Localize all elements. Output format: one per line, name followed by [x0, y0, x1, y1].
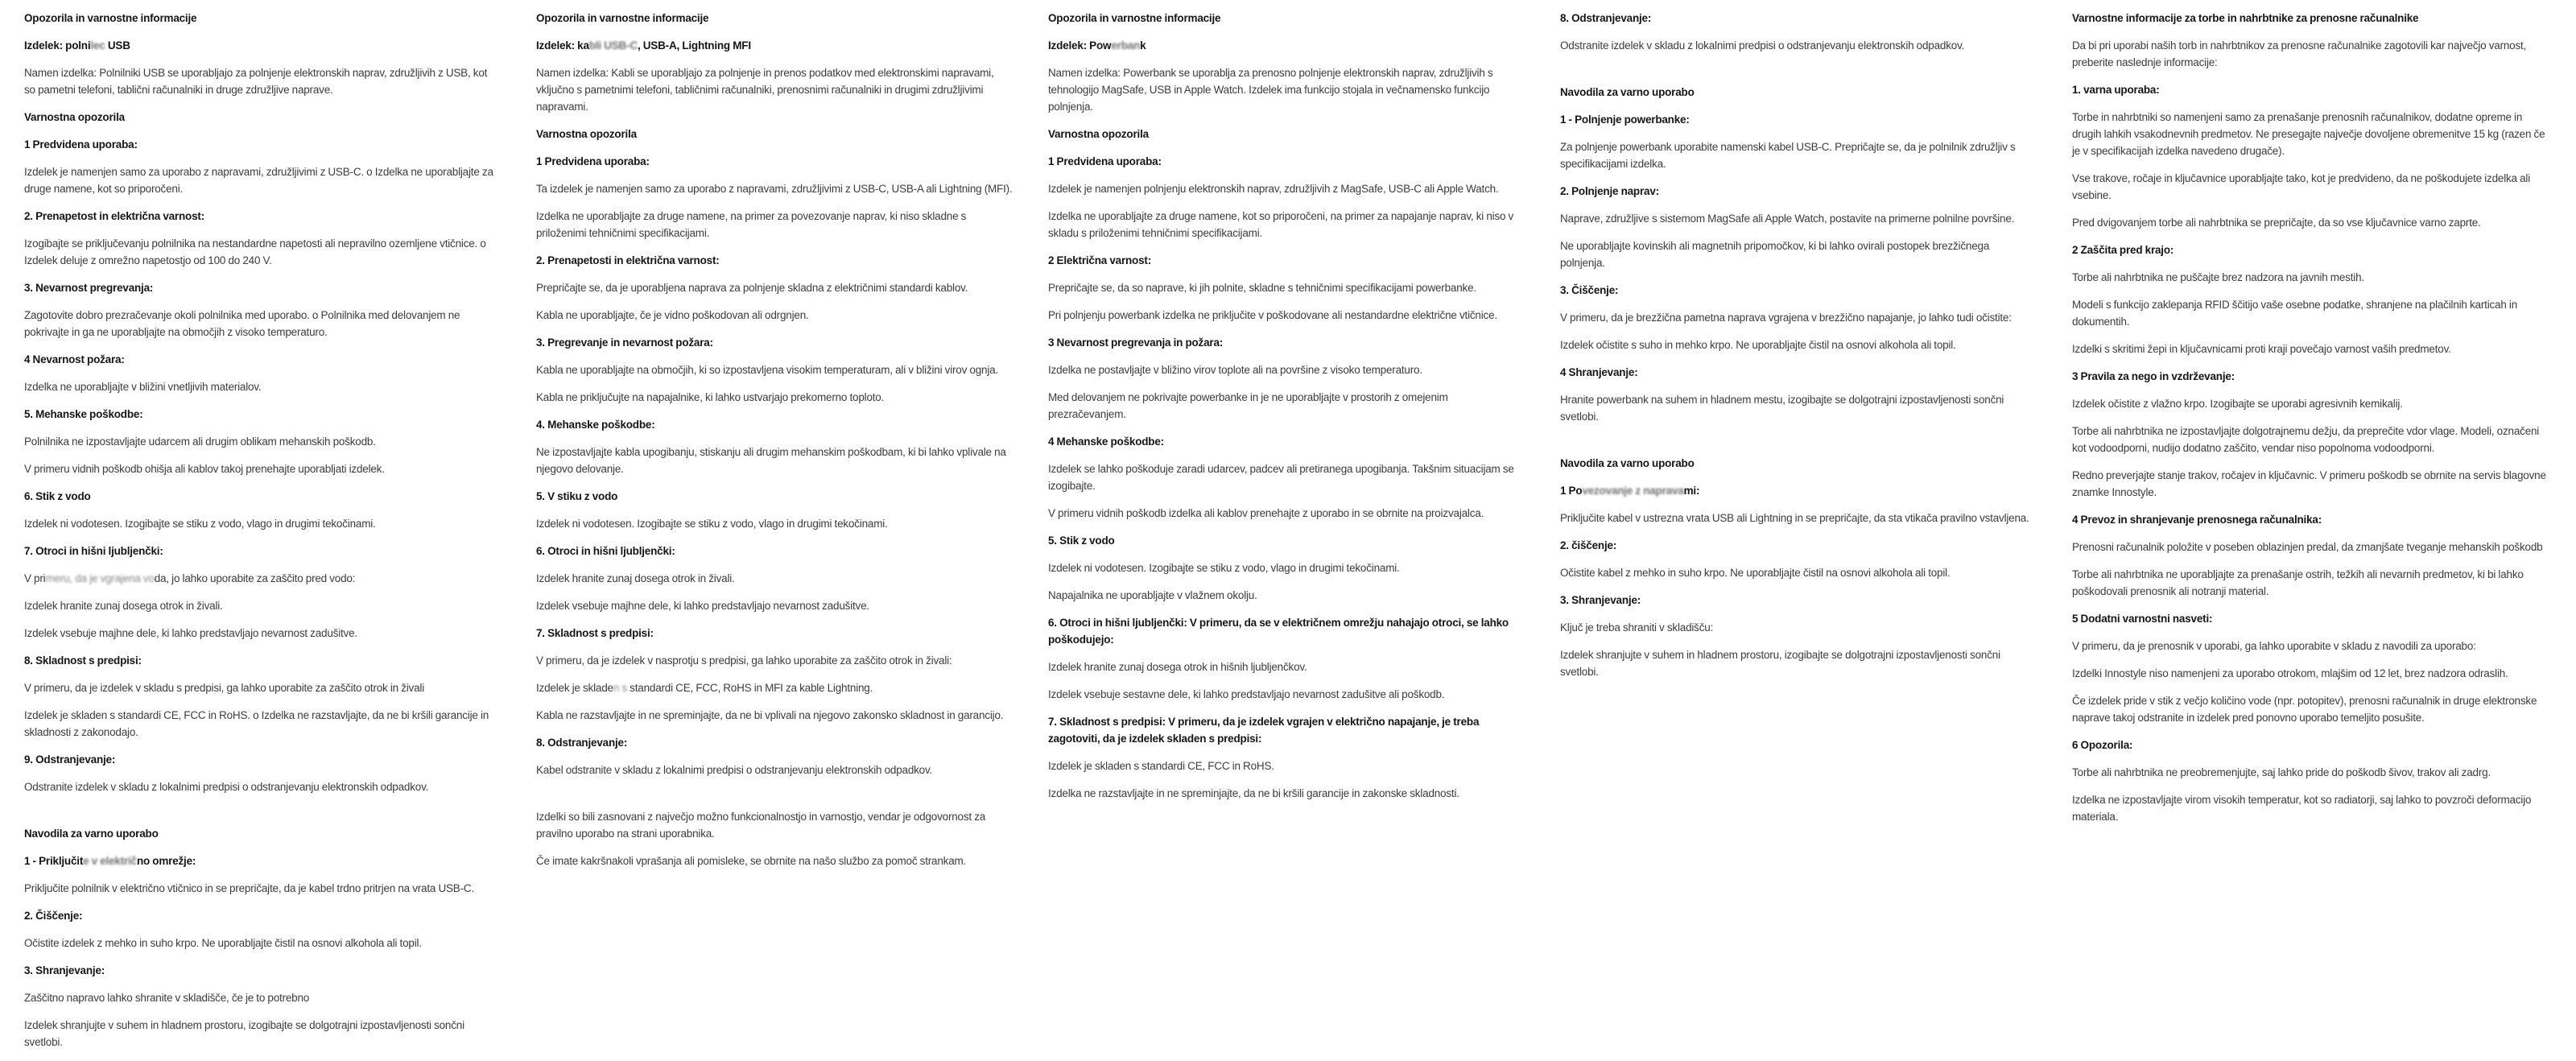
- paragraph: Izdelek je skladen s standardi CE, FCC in RoHS.: [1048, 760, 1274, 772]
- paragraph: Kabla ne razstavljajte in ne spreminjajte, da ne bi vplivali na njegovo zakonsko skladnost in garancijo.: [536, 709, 1004, 721]
- paragraph: Torbe in nahrbtniki so namenjeni samo za prenašanje prenosnih računalnikov, dodatne opreme in drugih lahkih vsakodnevnih predmetov. Ne presegajte največje dovoljene obremenitve 15 kg (razen če je v specifikacijah izdelka navedeno drugače).: [2072, 111, 2545, 157]
- section-heading: 4. Mehanske poškodbe:: [536, 419, 655, 431]
- text-fragment: 1 - Priključit: [24, 855, 84, 867]
- paragraph: Odstranite izdelek v skladu z lokalnimi predpisi o odstranjevanju elektronskih odpadkov.: [1560, 39, 1965, 52]
- text-fragment: no omrežje:: [136, 855, 196, 867]
- section-heading: 5. V stiku z vodo: [536, 490, 618, 502]
- section-heading: 7. Skladnost s predpisi:: [536, 627, 654, 639]
- text-fragment: Izdelek: Pow: [1048, 39, 1112, 52]
- section-heading: 9. Odstranjevanje:: [24, 753, 116, 766]
- section-heading: 6. Stik z vodo: [24, 490, 91, 502]
- paragraph: Da bi pri uporabi naših torb in nahrbtnikov za prenosne računalnike zagotovili kar največjo varnost, preberite naslednje informacije:: [2072, 39, 2527, 68]
- section-heading: 2 Zaščita pred krajo:: [2072, 244, 2174, 256]
- paragraph: Napajalnika ne uporabljajte v vlažnem okolju.: [1048, 589, 1257, 601]
- text-fragment: USB: [105, 39, 130, 52]
- section-heading: Navodila za varno uporabo: [1560, 86, 1695, 98]
- section-heading: 2. Prenapetost in električna varnost:: [24, 210, 204, 222]
- paragraph: Torbe ali nahrbtnika ne puščajte brez nadzora na javnih mestih.: [2072, 271, 2364, 283]
- paragraph: Naprave, združljive s sistemom MagSafe ali Apple Watch, postavite na primerne polnilne površine.: [1560, 213, 2015, 225]
- paragraph: Izdelka ne uporabljajte za druge namene, na primer za povezovanje naprav, ki niso skladne s priloženimi tehničnimi specifikacijami.: [536, 210, 967, 239]
- section-heading: 3 Nevarnost pregrevanja in požara:: [1048, 336, 1224, 349]
- section-heading: 1. varna uporaba:: [2072, 84, 2160, 96]
- paragraph: Ne uporabljajte kovinskih ali magnetnih pripomočkov, ki bi lahko ovirali postopek brezžičnega polnjenja.: [1560, 240, 1990, 269]
- paragraph: Prepričajte se, da je uporabljena naprava za polnjenje skladna z električnimi standardi kablov.: [536, 282, 968, 294]
- paragraph: Modeli s funkcijo zaklepanja RFID ščitijo vaše osebne podatke, shranjene na plačilnih karticah in dokumentih.: [2072, 299, 2518, 328]
- section-heading: 1 Predvidena uporaba:: [1048, 155, 1162, 167]
- text-fragment: Izdelek: ka: [536, 39, 589, 52]
- section-heading: 6 Opozorila:: [2072, 739, 2133, 751]
- paragraph: Torbe ali nahrbtnika ne uporabljajte za prenašanje ostrih, težkih ali nevarnih predmetov, ki bi lahko poškodovali prenosnik ali notranji material.: [2072, 568, 2524, 597]
- paragraph: Izdelek hranite zunaj dosega otrok in hišnih ljubljenčkov.: [1048, 661, 1307, 673]
- section-heading: [24, 853, 501, 869]
- paragraph: Izdelek shranjujte v suhem in hladnem prostoru, izogibajte se dolgotrajni izpostavljenosti sončni svetlobi.: [24, 1019, 464, 1048]
- paragraph: Izogibajte se priključevanju polnilnika na nestandardne napetosti ali nepravilno ozemljene vtičnice. o Izdelek deluje z omrežno napetostjo od 100 do 240 V.: [24, 237, 486, 266]
- paragraph: Kabla ne uporabljajte na območjih, ki so izpostavljena visokim temperaturam, ali v bližini virov ognja.: [536, 364, 998, 376]
- spacer: [1560, 64, 2037, 84]
- paragraph: Izdelka ne izpostavljajte virom visokih temperatur, kot so radiatorji, saj lahko to povzroči deformacijo materiala.: [2072, 794, 2532, 823]
- paragraph: Kabla ne priključujte na napajalnike, ki lahko ustvarjajo prekomerno toploto.: [536, 391, 885, 403]
- paragraph: Ta izdelek je namenjen samo za uporabo z napravami, združljivimi z USB-C, USB-A ali Lightning (MFI).: [536, 183, 1013, 195]
- paragraph: Izdelek vsebuje sestavne dele, ki lahko predstavljajo nevarnost zadušitve ali poškodb.: [1048, 688, 1445, 700]
- paragraph: Izdelki s skritimi žepi in ključavnicami proti kraji povečajo varnost vaših predmetov.: [2072, 343, 2451, 355]
- section-heading: 4 Prevoz in shranjevanje prenosnega računalnika:: [2072, 514, 2322, 526]
- paragraph: Če imate kakršnakoli vprašanja ali pomisleke, se obrnite na našo službo za pomoč strankam.: [536, 855, 967, 867]
- paragraph: Izdelka ne postavljajte v bližino virov toplote ali na površine z visoko temperaturo.: [1048, 364, 1422, 376]
- paragraph: Izdelek ni vodotesen. Izogibajte se stiku z vodo, vlago in drugimi tekočinami.: [1048, 562, 1400, 574]
- text-fragment: Izdelek je sklade: [536, 682, 613, 694]
- paragraph: Očistite kabel z mehko in suho krpo. Ne uporabljajte čistil na osnovi alkohola ali topil.: [1560, 567, 1951, 579]
- paragraph: V primeru vidnih poškodb izdelka ali kablov prenehajte z uporabo in se obrnite na proizvajalca.: [1048, 507, 1484, 519]
- paragraph: V primeru, da je izdelek v skladu s predpisi, ga lahko uporabite za zaščito otrok in živali: [24, 682, 425, 694]
- paragraph: Izdelek ni vodotesen. Izogibajte se stiku z vodo, vlago in drugimi tekočinami.: [536, 518, 888, 530]
- product-heading: [24, 37, 501, 54]
- paragraph: Izdelek hranite zunaj dosega otrok in živali.: [24, 600, 223, 612]
- section-heading: 7. Otroci in hišni ljubljenčki:: [24, 545, 163, 557]
- paragraph: Hranite powerbank na suhem in hladnem mestu, izogibajte se dolgotrajni izpostavljenosti sončni svetlobi.: [1560, 394, 2004, 423]
- column-powerbank: [1048, 10, 1525, 1061]
- column-usb-charger: [24, 10, 501, 1061]
- paragraph: Očistite izdelek z mehko in suho krpo. Ne uporabljajte čistil na osnovi alkohola ali topil.: [24, 937, 422, 949]
- paragraph: Izdelek očistite z vlažno krpo. Izogibajte se uporabi agresivnih kemikalij.: [2072, 398, 2403, 410]
- section-heading: Varnostna opozorila: [24, 111, 125, 123]
- paragraph: Izdelek vsebuje majhne dele, ki lahko predstavljajo nevarnost zadušitve.: [24, 627, 357, 639]
- paragraph: V primeru, da je brezžična pametna naprava vgrajena v brezžično napajanje, jo lahko tudi očistite:: [1560, 312, 2012, 324]
- section-heading: Navodila za varno uporabo: [24, 828, 159, 840]
- section-heading: 5 Dodatni varnostni nasveti:: [2072, 613, 2213, 625]
- paragraph: Izdelek očistite s suho in mehko krpo. Ne uporabljajte čistil na osnovi alkohola ali topil.: [1560, 339, 1956, 351]
- paragraph: Izdelek ni vodotesen. Izogibajte se stiku z vodo, vlago in drugimi tekočinami.: [24, 518, 376, 530]
- column-powerbank-instructions: [1560, 10, 2037, 1061]
- smudged-text: bli USB-C: [588, 39, 638, 52]
- paragraph: Za polnjenje powerbank uporabite namenski kabel USB-C. Prepričajte se, da je polnilnik združljiv s specifikacijami izdelka.: [1560, 141, 2016, 170]
- section-heading: 5. Mehanske poškodbe:: [24, 408, 143, 420]
- section-heading: 2. Čiščenje:: [24, 910, 83, 922]
- section-heading: [1560, 482, 2037, 499]
- product-heading: [536, 37, 1013, 54]
- paragraph: Prepričajte se, da so naprave, ki jih polnite, skladne s tehničnimi specifikacijami powerbanke.: [1048, 282, 1476, 294]
- paragraph: Namen izdelka: Powerbank se uporablja za prenosno polnjenje elektronskih naprav, združljivih s tehnologijo MagSafe, USB in Apple Watch. Izdelek ima funkcijo stojala in večnamensko funkcijo polnjenja.: [1048, 67, 1493, 113]
- doc-title: Opozorila in varnostne informacije: [536, 12, 709, 24]
- paragraph: Izdelki Innostyle niso namenjeni za uporabo otrokom, mlajšim od 12 let, brez nadzora odraslih.: [2072, 667, 2508, 679]
- text-fragment: da, jo lahko uporabite za zaščito pred vodo:: [154, 572, 356, 584]
- paragraph: [536, 679, 1013, 696]
- smudged-text: lec: [90, 39, 105, 52]
- section-heading: 1 Predvidena uporaba:: [24, 138, 138, 151]
- section-heading: 7. Skladnost s predpisi: V primeru, da je izdelek vgrajen v električno napajanje, je treba zagotoviti, da je izdelek skladen s predpisi:: [1048, 716, 1480, 745]
- section-heading: 6. Otroci in hišni ljubljenčki:: [536, 545, 675, 557]
- section-heading: 3. Shranjevanje:: [1560, 594, 1641, 606]
- paragraph: Pri polnjenju powerbank izdelka ne priključite v poškodovane ali nestandardne električne vtičnice.: [1048, 309, 1497, 321]
- paragraph: V primeru, da je izdelek v nasprotju s predpisi, ga lahko uporabite za zaščito otrok in živali:: [536, 654, 952, 667]
- paragraph: Ne izpostavljajte kabla upogibanju, stiskanju ali drugim mehanskim poškodbam, ki bi lahko vplivale na njegovo delovanje.: [536, 446, 1006, 475]
- doc-title: Varnostne informacije za torbe in nahrbtnike za prenosne računalnike: [2072, 12, 2419, 24]
- text-fragment: Izdelek: polni: [24, 39, 91, 52]
- column-usb-cables: [536, 10, 1013, 1061]
- text-fragment: k: [1140, 39, 1146, 52]
- section-heading: 8. Odstranjevanje:: [536, 737, 628, 749]
- paragraph: Odstranite izdelek v skladu z lokalnimi predpisi o odstranjevanju elektronskih odpadkov.: [24, 781, 429, 793]
- paragraph: Izdelek je namenjen polnjenju elektronskih naprav, združljivih z MagSafe, USB-C ali Apple Watch.: [1048, 183, 1499, 195]
- spacer: [536, 789, 1013, 808]
- section-heading: 8. Odstranjevanje:: [1560, 12, 1652, 24]
- paragraph: Zagotovite dobro prezračevanje okoli polnilnika med uporabo. o Polnilnika med delovanjem ne pokrivajte in ga ne uporabljajte na območjih z visoko temperaturo.: [24, 309, 460, 338]
- section-heading: Varnostna opozorila: [1048, 128, 1149, 140]
- section-heading: 3. Pregrevanje in nevarnost požara:: [536, 336, 713, 349]
- section-heading: Navodila za varno uporabo: [1560, 457, 1695, 469]
- paragraph: Izdelka ne uporabljajte za druge namene, kot so priporočeni, na primer za napajanje naprav, ki niso v skladu s priloženimi tehničnimi specifikacijami.: [1048, 210, 1514, 239]
- spacer: [24, 806, 501, 825]
- paragraph: Vse trakove, ročaje in ključavnice uporabljajte tako, kot je predvideno, da ne poškodujete izdelka ali vsebine.: [2072, 172, 2531, 201]
- paragraph: Izdelek vsebuje majhne dele, ki lahko predstavljajo nevarnost zadušitve.: [536, 600, 869, 612]
- section-heading: 4 Nevarnost požara:: [24, 353, 125, 365]
- section-heading: 4 Mehanske poškodbe:: [1048, 436, 1164, 448]
- text-fragment: 1 Po: [1560, 485, 1583, 497]
- section-heading: 2. čiščenje:: [1560, 539, 1617, 551]
- paragraph: Izdelek je namenjen samo za uporabo z napravami, združljivimi z USB-C. o Izdelka ne uporabljajte za druge namene, kot so priporočeni.: [24, 166, 493, 195]
- paragraph: Pred dvigovanjem torbe ali nahrbtnika se prepričajte, da so vse ključavnice varno zaprte.: [2072, 217, 2481, 229]
- section-heading: 2 Električna varnost:: [1048, 254, 1152, 266]
- paragraph: V primeru, da je prenosnik v uporabi, ga lahko uporabite v skladu z navodili za uporabo:: [2072, 640, 2476, 652]
- section-heading: 8. Skladnost s predpisi:: [24, 654, 142, 667]
- paragraph: Izdelka ne razstavljajte in ne spreminjajte, da ne bi kršili garancije in zakonske skladnosti.: [1048, 787, 1459, 799]
- paragraph: [24, 570, 501, 587]
- section-heading: Varnostna opozorila: [536, 128, 637, 140]
- paragraph: Kabla ne uporabljajte, če je vidno poškodovan ali odrgnjen.: [536, 309, 809, 321]
- smudged-text: vezovanje z naprava: [1582, 485, 1684, 497]
- paragraph: Zaščitno napravo lahko shranite v skladišče, če je to potrebno: [24, 992, 310, 1004]
- smudged-text: meru, da je vgrajena vo: [45, 572, 155, 584]
- section-heading: 3. Nevarnost pregrevanja:: [24, 282, 154, 294]
- section-heading: 6. Otroci in hišni ljubljenčki: V primeru, da se v električnem omrežju nahajajo otroci, se lahko poškodujejo:: [1048, 617, 1509, 646]
- spacer: [1560, 436, 2037, 455]
- paragraph: Redno preverjajte stanje trakov, ročajev in ključavnic. V primeru poškodb se obrnite na servis blagovne znamke Innostyle.: [2072, 469, 2546, 498]
- text-fragment: mi:: [1683, 485, 1700, 497]
- text-fragment: , USB-A, Lightning MFI: [637, 39, 751, 52]
- section-heading: 3. Čiščenje:: [1560, 284, 1619, 296]
- paragraph: Izdelek se lahko poškoduje zaradi udarcev, padcev ali pretiranega upogibanja. Takšnim situacijam se izogibajte.: [1048, 463, 1514, 492]
- column-laptop-bags: [2072, 10, 2549, 1061]
- product-heading: [1048, 37, 1525, 54]
- paragraph: Če izdelek pride v stik z večjo količino vode (npr. potopitev), prenosni računalnik in druge elektronske naprave takoj odstranite in izdelek pred ponovno uporabo temeljito posušite.: [2072, 695, 2537, 724]
- doc-title: Opozorila in varnostne informacije: [24, 12, 197, 24]
- paragraph: Polnilnika ne izpostavljajte udarcem ali drugim oblikam mehanskih poškodb.: [24, 436, 376, 448]
- section-heading: 4 Shranjevanje:: [1560, 366, 1638, 378]
- paragraph: Namen izdelka: Polnilniki USB se uporabljajo za polnjenje elektronskih naprav, združljivih z USB, kot so pametni telefoni, tablični računalniki in druge združljive naprave.: [24, 67, 488, 96]
- paragraph: Izdelek shranjujte v suhem in hladnem prostoru, izogibajte se dolgotrajni izpostavljenosti sončni svetlobi.: [1560, 649, 2000, 678]
- paragraph: Izdelek je skladen s standardi CE, FCC in RoHS. o Izdelka ne razstavljajte, da ne bi kršili garancije in skladnosti z zakonodajo.: [24, 709, 489, 738]
- paragraph: Ključ je treba shraniti v skladišču:: [1560, 621, 1714, 634]
- section-heading: 5. Stik z vodo: [1048, 535, 1115, 547]
- section-heading: 1 Predvidena uporaba:: [536, 155, 650, 167]
- doc-title: Opozorila in varnostne informacije: [1048, 12, 1221, 24]
- section-heading: 1 - Polnjenje powerbanke:: [1560, 114, 1690, 126]
- paragraph: Priključite polnilnik v električno vtičnico in se prepričajte, da je kabel trdno pritrjen na vrata USB-C.: [24, 882, 475, 894]
- paragraph: Torbe ali nahrbtnika ne preobremenjujte, saj lahko pride do poškodb šivov, trakov ali zadrg.: [2072, 766, 2491, 778]
- paragraph: Izdelka ne uporabljajte v bližini vnetljivih materialov.: [24, 381, 262, 393]
- paragraph: Torbe ali nahrbtnika ne izpostavljajte dolgotrajnemu dežju, da preprečite vdor vlage. Modeli, označeni kot vodoodporni, nudijo dodatno zaščito, vendar niso popolnoma vodoodporni.: [2072, 425, 2540, 454]
- smudged-text: e v električ: [83, 855, 137, 867]
- paragraph: Izdelek hranite zunaj dosega otrok in živali.: [536, 572, 735, 584]
- paragraph: Med delovanjem ne pokrivajte powerbanke in je ne uporabljajte v prostorih z omejenim prezračevanjem.: [1048, 391, 1448, 420]
- text-fragment: V pri: [24, 572, 46, 584]
- paragraph: Kabel odstranite v skladu z lokalnimi predpisi o odstranjevanju elektronskih odpadkov.: [536, 764, 933, 776]
- smudged-text: n s: [613, 682, 627, 694]
- paragraph: Izdelki so bili zasnovani z največjo možno funkcionalnostjo in varnostjo, vendar je odgovornost za pravilno uporabo na strani uporabnika.: [536, 811, 986, 840]
- section-heading: 3. Shranjevanje:: [24, 964, 105, 976]
- paragraph: V primeru vidnih poškodb ohišja ali kablov takoj prenehajte uporabljati izdelek.: [24, 463, 385, 475]
- smudged-text: erban: [1111, 39, 1141, 52]
- paragraph: Priključite kabel v ustrezna vrata USB ali Lightning in se prepričajte, da sta vtikača pravilno vstavljena.: [1560, 512, 2029, 524]
- section-heading: 2. Polnjenje naprav:: [1560, 185, 1659, 197]
- section-heading: 2. Prenapetosti in električna varnost:: [536, 254, 720, 266]
- text-fragment: standardi CE, FCC, RoHS in MFI za kable Lightning.: [626, 682, 873, 694]
- paragraph: Prenosni računalnik položite v poseben oblazinjen predal, da zmanjšate tveganje mehanskih poškodb: [2072, 541, 2543, 553]
- paragraph: Namen izdelka: Kabli se uporabljajo za polnjenje in prenos podatkov med elektronskimi napravami, vključno s pametnimi telefoni, tabličnimi računalniki, prenosnimi računalniki in drugimi združljivimi napravami.: [536, 67, 994, 113]
- section-heading: 3 Pravila za nego in vzdrževanje:: [2072, 370, 2235, 382]
